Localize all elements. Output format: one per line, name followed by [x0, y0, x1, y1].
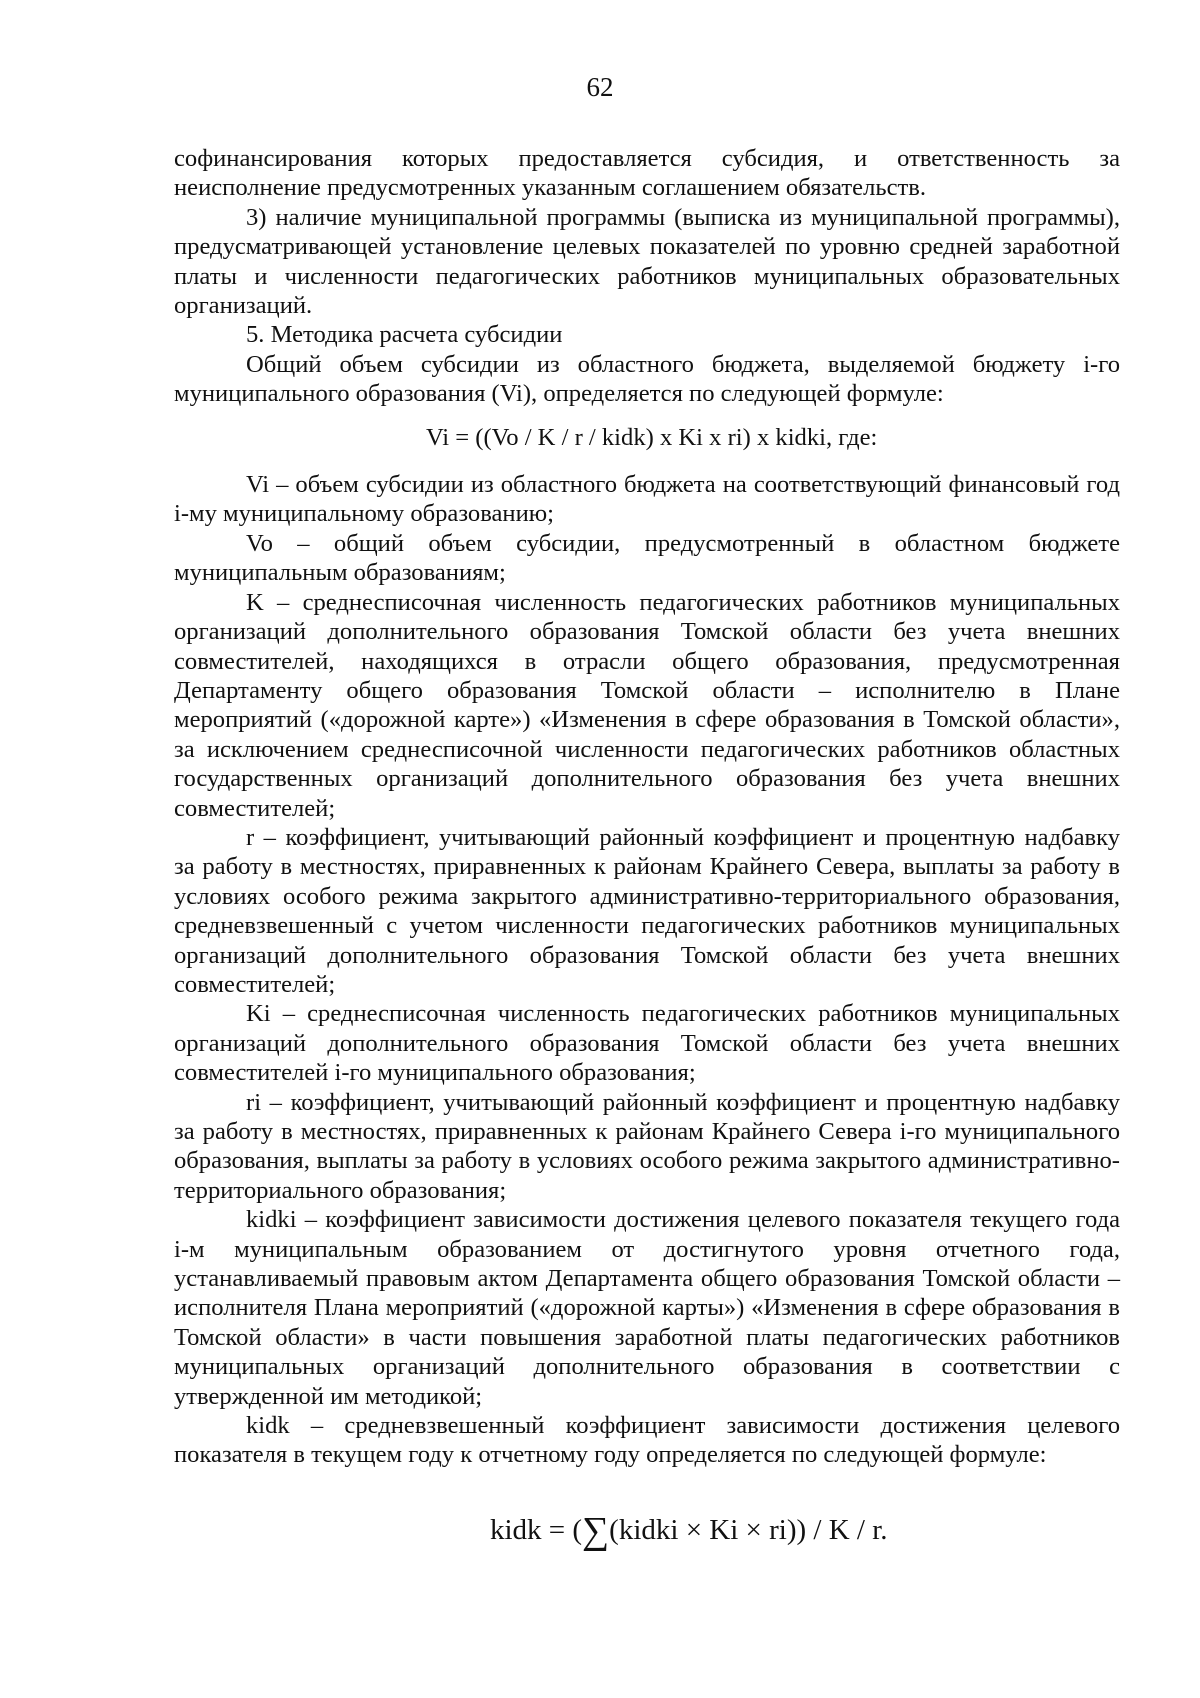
document-body — [174, 144, 1120, 1552]
formula-vi: Vi = ((Vo / K / r / kidk) x Ki x ri) x kidki, где: — [426, 423, 878, 451]
definition-ri: ri – коэффициент, учитывающий районный коэффициент и процентную надбавку за работу в местностях, приравненных к районам Крайнего Севера i-го муниципального образования, выплаты за работу в условиях особого режима закрытого административно-территориального образования; — [174, 1088, 1120, 1204]
definition-vo: Vo – общий объем субсидии, предусмотренный в областном бюджете муниципальным образованиям; — [174, 529, 1120, 587]
formula-kidk-right: (kidki × Ki × ri)) / K / r. — [609, 1513, 888, 1546]
section-heading: 5. Методика расчета субсидии — [246, 321, 563, 349]
definition-k: K – среднесписочная численность педагогических работников муниципальных организаций дополнительного образования Томской области без учета внешних совместителей, находящихся в отрасли общего образования, предусмотренная Департаменту общего образования Томской области – исполнителю в Плане мероприятий («дорожной карте») «Изменения в сфере образования в Томской области», за исключением среднесписочной численности педагогических работников областных государственных организаций дополнительного образования без учета внешних совместителей; — [174, 588, 1120, 822]
formula-kidk — [174, 1470, 1120, 1552]
definition-r: r – коэффициент, учитывающий районный коэффициент и процентную надбавку за работу в местностях, приравненных к районам Крайнего Севера, выплаты за работу в условиях особого режима закрытого административно-территориального образования, средневзвешенный с учетом численности педагогических работников муниципальных организаций дополнительного образования Томской области без учета внешних совместителей; — [174, 823, 1120, 998]
definition-ki: Ki – среднесписочная численность педагогических работников муниципальных организаций дополнительного образования Томской области без учета внешних совместителей i-го муниципального образования; — [174, 1000, 1120, 1087]
paragraph: софинансирования которых предоставляется субсидия, и ответственность за неисполнение предусмотренных указанным соглашением обязательств. — [174, 145, 1120, 202]
sigma-symbol: ∑ — [582, 1509, 610, 1552]
paragraph: Общий объем субсидии из областного бюджета, выделяемой бюджету i-го муниципального образования (Vi), определяется по следующей формуле: — [174, 350, 1120, 408]
definition-kidki: kidki – коэффициент зависимости достижения целевого показателя текущего года i-м муниципальным образованием от достигнутого уровня отчетного года, устанавливаемый правовым актом Департамента общего образования Томской области – исполнителя Плана мероприятий («дорожной карты») «Изменения в сфере образования в Томской области» в части повышения заработной платы педагогических работников муниципальных организаций дополнительного образования в соответствии с утвержденной им методикой; — [174, 1206, 1120, 1410]
formula-kidk-left: kidk = ( — [490, 1513, 583, 1546]
definition-vi: Vi – объем субсидии из областного бюджета на соответствующий финансовый год i-му муниципальному образованию; — [174, 471, 1120, 528]
definition-kidk: kidk – средневзвешенный коэффициент зависимости достижения целевого показателя в текущем году к отчетному году определяется по следующей формуле: — [174, 1412, 1120, 1469]
paragraph: 3) наличие муниципальной программы (выписка из муниципальной программы), предусматривающей установление целевых показателей по уровню средней заработной платы и численности педагогических работников муниципальных образовательных организаций. — [174, 203, 1120, 320]
page-number: 62 — [586, 72, 614, 102]
